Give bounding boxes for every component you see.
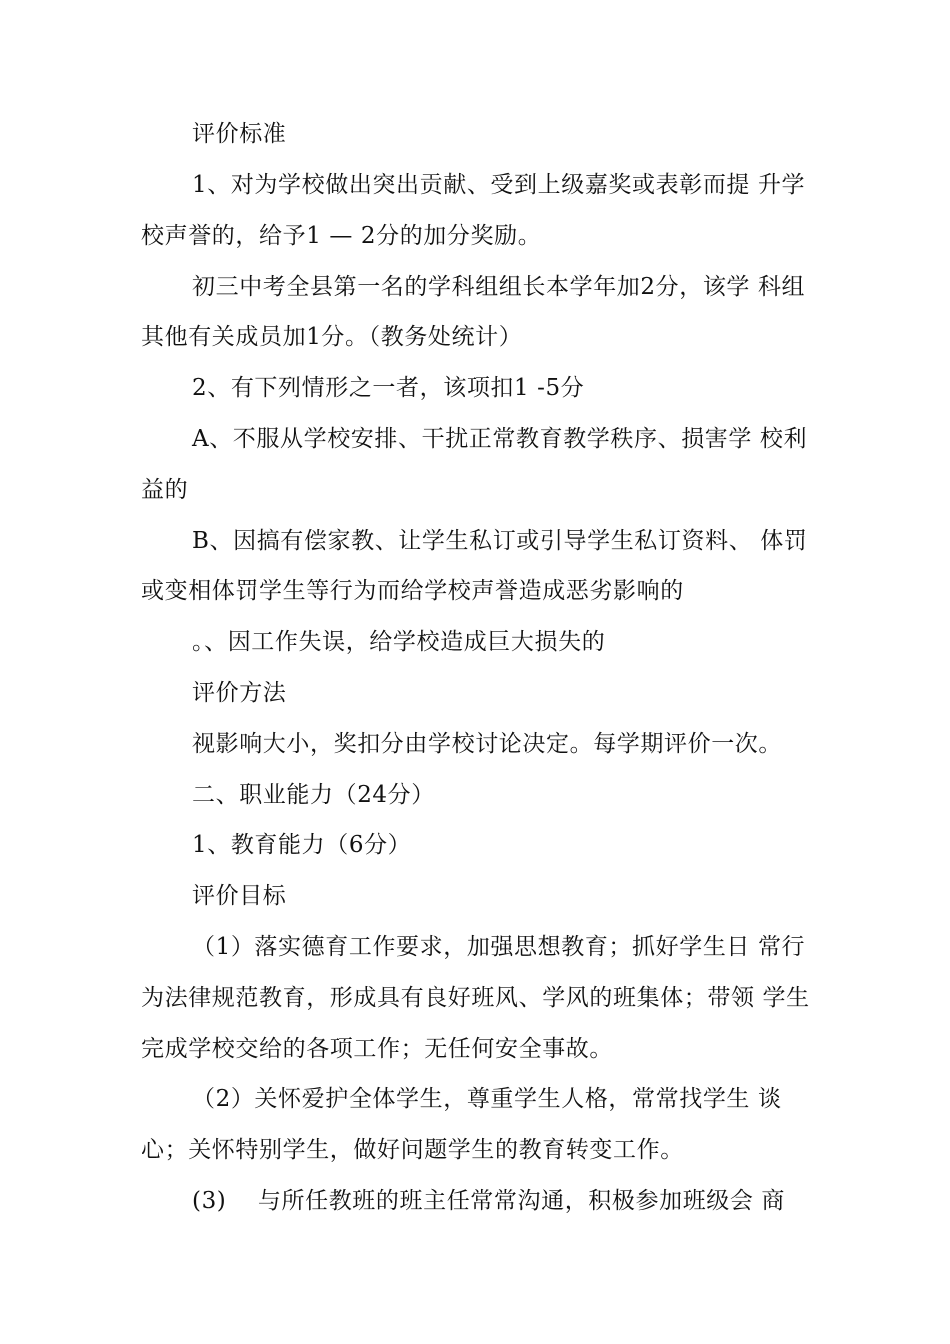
paragraph-line: 其他有关成员加1分。（教务处统计）: [141, 324, 523, 350]
paragraph-line: A、不服从学校安排、干扰正常教育教学秩序、损害学 校利: [192, 426, 808, 452]
heading-evaluation-standard: 评价标准: [192, 121, 287, 147]
paragraph-line: 益的: [141, 477, 189, 503]
heading-evaluation-goal: 评价目标: [192, 883, 287, 909]
paragraph-line: 或变相体罚学生等行为而给学校声誉造成恶劣影响的: [141, 578, 684, 604]
paragraph-line: 1、对为学校做出突出贡献、受到上级嘉奖或表彰而提 升学: [192, 172, 806, 198]
paragraph-line: 校声誉的，给予1 — 2分的加分奖励。: [141, 223, 542, 249]
paragraph-line: 2、有下列情形之一者，该项扣1 -5分: [192, 375, 585, 401]
paragraph-line: 视影响大小，奖扣分由学校讨论决定。每学期评价一次。: [192, 731, 782, 757]
heading-evaluation-method: 评价方法: [192, 680, 287, 706]
paragraph-line: 。、因工作失误，给学校造成巨大损失的: [192, 629, 606, 655]
paragraph-line: （1）落实德育工作要求，加强思想教育；抓好学生日 常行: [192, 934, 806, 960]
section-heading-professional-ability: 二、职业能力（24分）: [192, 782, 435, 808]
paragraph-line: 完成学校交给的各项工作；无任何安全事故。: [141, 1036, 613, 1062]
paragraph-line: 初三中考全县第一名的学科组组长本学年加2分，该学 科组: [192, 274, 806, 300]
subsection-heading-education-ability: 1、教育能力（6分）: [192, 832, 412, 858]
paragraph-line: 为法律规范教育，形成具有良好班风、学风的班集体；带领 学生: [141, 985, 810, 1011]
paragraph-line: （2）关怀爱护全体学生，尊重学生人格，常常找学生 谈: [192, 1086, 782, 1112]
paragraph-line: (3) 与所任教班的班主任常常沟通，积极参加班级会 商: [192, 1188, 786, 1214]
paragraph-line: 心；关怀特别学生，做好问题学生的教育转变工作。: [141, 1137, 684, 1163]
paragraph-line: B、因搞有偿家教、让学生私订或引导学生私订资料、 体罚: [192, 528, 808, 554]
